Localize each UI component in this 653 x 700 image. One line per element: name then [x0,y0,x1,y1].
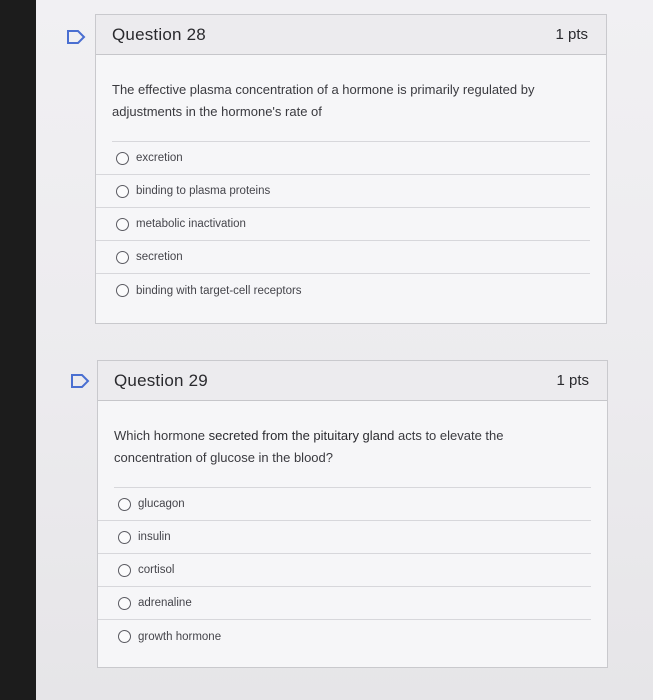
radio-button[interactable] [116,284,129,297]
radio-button[interactable] [116,152,129,165]
answer-option[interactable] [96,208,590,241]
answer-option[interactable] [98,620,591,653]
answer-option[interactable] [96,175,590,208]
answer-option[interactable] [98,587,591,620]
question-points: 1 pts [556,372,589,389]
radio-button[interactable] [116,218,129,231]
radio-button[interactable] [118,531,131,544]
radio-button[interactable] [118,498,131,511]
answer-label: glucagon [138,498,185,510]
answer-option[interactable] [96,274,590,307]
answer-option[interactable] [98,521,591,554]
question-text: The effective plasma concentration of a hormone is primarily regulated by adjustments in the hormone's rate of [112,82,535,119]
answer-label: adrenaline [138,597,192,609]
answer-label: insulin [138,531,171,543]
question-points: 1 pts [555,26,588,43]
answer-list [96,142,606,307]
question-title: Question 29 [114,370,208,390]
answer-label: binding with target-cell receptors [136,284,302,297]
flag-question-icon[interactable] [66,30,86,44]
answer-list [98,488,607,653]
answer-option[interactable] [96,142,590,175]
question-header [96,15,606,55]
answer-option[interactable] [98,554,591,587]
question-text: Which hormone secreted from the pituitary gland acts to elevate the concentration of glucose in the blood? [114,428,504,465]
answer-label: binding to plasma proteins [136,185,271,197]
radio-button[interactable] [118,597,131,610]
answer-label: metabolic inactivation [136,218,246,230]
radio-button[interactable] [118,630,131,643]
answer-label: cortisol [138,564,175,576]
question-card-28 [95,14,607,324]
answer-label: excretion [136,152,183,164]
flag-question-icon[interactable] [70,374,90,388]
quiz-page [36,0,653,700]
answer-label: growth hormone [138,630,222,643]
answer-option[interactable] [98,488,591,521]
answer-option[interactable] [96,241,590,274]
question-title: Question 28 [112,24,206,44]
radio-button[interactable] [116,251,129,264]
answer-label: secretion [136,251,183,263]
radio-button[interactable] [116,185,129,198]
question-header [98,361,607,401]
radio-button[interactable] [118,564,131,577]
question-card-29 [97,360,608,668]
